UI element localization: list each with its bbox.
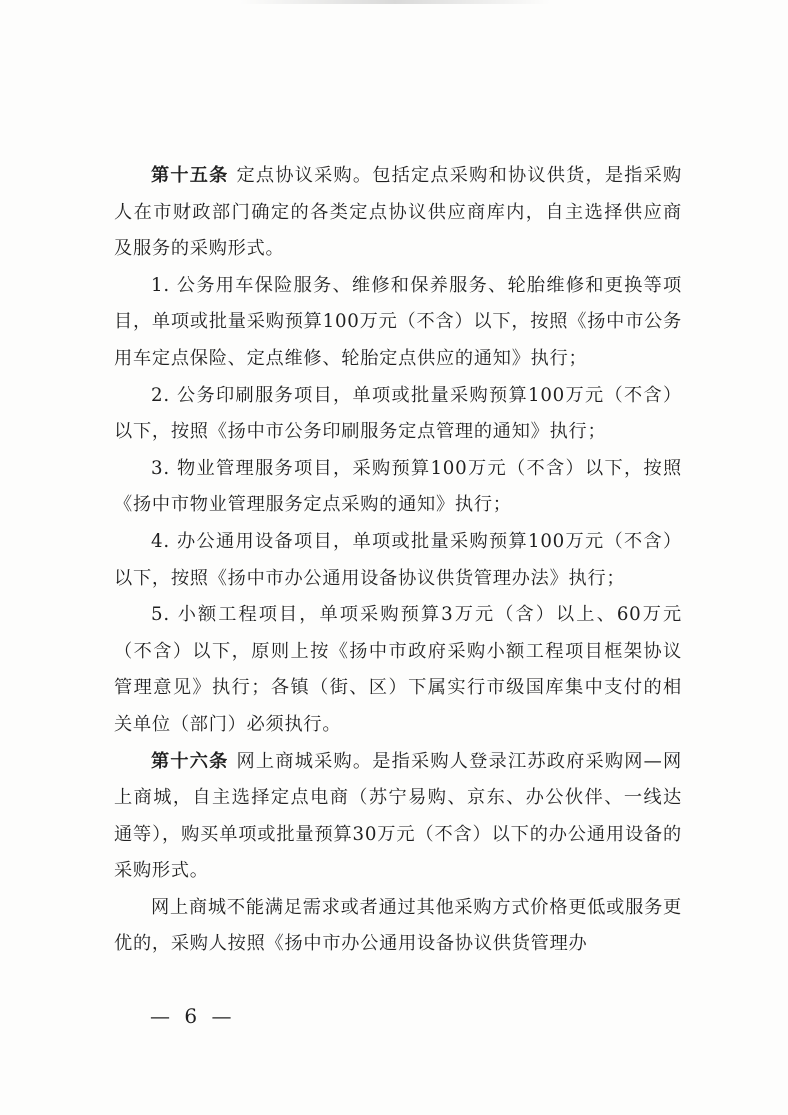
paragraph-item-1	[114, 268, 682, 378]
article-heading: 第十六条	[151, 750, 229, 772]
page-number: — 6 —	[150, 1004, 236, 1028]
paragraph-text: 网上商城不能满足需求或者通过其他采购方式价格更低或服务更优的，采购人按照《扬中市办公通用设备协议供货管理办	[114, 896, 682, 955]
paragraph-text: 2. 公务印刷服务项目，单项或批量采购预算100万元（不含）以下，按照《扬中市公务印刷服务定点管理的通知》执行；	[114, 384, 682, 443]
paragraph-item-2	[114, 378, 682, 451]
paragraph-item-3	[114, 451, 682, 524]
article-heading: 第十五条	[151, 165, 229, 186]
paragraph-text: 定点协议采购。包括定点采购和协议供货，是指采购人在市财政部门确定的各类定点协议供应商库内，自主选择供应商及服务的采购形式。	[114, 165, 682, 260]
paragraph-text: 4. 办公通用设备项目，单项或批量采购预算100万元（不含）以下，按照《扬中市办公通用设备协议供货管理办法》执行；	[114, 530, 682, 589]
paragraph-text: 1. 公务用车保险服务、维修和保养服务、轮胎维修和更换等项目，单项或批量采购预算100万元（不含）以下，按照《扬中市公务用车定点保险、定点维修、轮胎定点供应的通知》执行；	[114, 274, 682, 369]
paragraph-item-4	[114, 524, 682, 597]
paragraph-text: 5. 小额工程项目，单项采购预算3万元（含）以上、60万元（不含）以下，原则上按《扬中市政府采购小额工程项目框架协议管理意见》执行；各镇（街、区）下属实行市级国库集中支付的相关单位（部门）必须执行。	[114, 604, 682, 735]
paragraph-continuation	[114, 890, 682, 963]
scan-edge-mark	[240, 0, 550, 4]
paragraph-text: 3. 物业管理服务项目，采购预算100万元（不含）以下，按照《扬中市物业管理服务定点采购的通知》执行；	[114, 457, 682, 516]
document-body	[114, 158, 682, 963]
paragraph-article-16	[114, 744, 682, 890]
paragraph-text: 网上商城采购。是指采购人登录江苏政府采购网—网上商城，自主选择定点电商（苏宁易购、京东、办公伙伴、一线达通等），购买单项或批量预算30万元（不含）以下的办公通用设备的采购形式。	[114, 750, 682, 882]
paragraph-item-5	[114, 597, 682, 743]
paragraph-article-15	[114, 158, 682, 268]
